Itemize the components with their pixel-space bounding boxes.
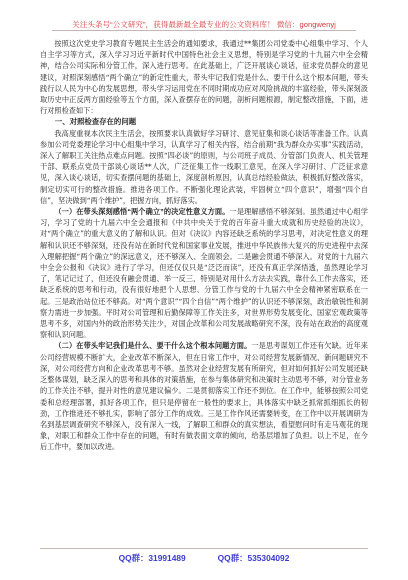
header-banner-text: 关注头条号“公文研究”，获得最新最全最专业的公文资料库！ 微信：gongwenyj	[72, 20, 336, 29]
footer-qq-group-1: QQ群：31991489	[118, 553, 186, 563]
section-heading: 一、对照检查存在的问题	[54, 117, 137, 127]
intro-paragraph: 按照这次党史学习教育专题民主生活会的通知要求，我通过**集团公司党委中心组集中学习、个人自主学习等方式，深入学习习近平新时代中国特色社会主义思想，特别是学习党的十九届六中全会精神，结合公司实际和分管工作，深入进行思考。在此基础上，广泛开展谈心谈话，征求党员群众的意见建议，对照深刻感悟“两个确立”的新定性重大，带头牢记我们党是什么、要干什么这个根本问题，带头践行以人民为中心的发展思想，带头学习运用党在不同时期成功应对风险挑战的丰富经验，带头深刻汲取历史中正反两方面经验等五个方面，深入查摆存在的问题，剖析问题根源，制定整改措施，下面，进行对照检查如下：	[40, 39, 368, 116]
subsection-2-paragraph	[40, 340, 368, 452]
section-intro-paragraph: 我高度重视本次民主生活会，按照要求认真做好学习研讨、意见征集和谈心谈话等准备工作。认真参加公司党委理论学习中心组集中学习，认真学习了相关内容，结合前期“我为群众办实事”实践活动，深入了解职工关注热点难点问题。按照“四必谈”的原则，与公司班子成员、分管部门负责人、机关管理干部、联系点党员干部谈心谈话**人次，广泛征集工作一线职工意见，在深入学习研讨、广泛征求意见，深入谈心谈话，切实查摆问题的基础上，深度剖析原因，认真总结经验做法，积极抓好整改落实，制定切实可行的整改措施。推进各项工作。不断强化理论武装，牢固树立“四个意识”，增强“四个自信”，坚决做到“两个维护”，把握方向，抓好落实。	[40, 128, 368, 205]
subsection-2-heading: （二）在带头牢记我们是什么、要干什么这个根本问题方面。	[54, 341, 252, 351]
subsection-2-body: 一是思考谋划工作还有欠缺。近年来公司经营规模不断扩大，企业改革不断深入，但在日常工作中，对公司经营发展新情况、新问题研究不深，对公司经营方向和企业改革思考不够。虽然对企业经营发展有所研究，但对如何抓好公司发展还缺乏整体谋划，缺乏深入的思考和具体的对策措施，在参与集体研究和决策时主动思考不够，对分管业务的工作关注不够，提升对性的意见建议偏少。二是贯彻落实工作还不到位。在工作中，能够按照公司党委和总经理部署，抓好各项工作，但只是停留在一般性的要求上，具体落实中缺乏抓常抓细抓长的韧劲，工作推进还不够扎实，影响了部分工作的成效。三是工作作风还需要转变，在工作中以开展调研为名到基层调查研究不够深入，没有深入一线，了解职工和群众的真实想法，看望慰问时有走马观花的现象，对职工和群众工作中存在的问题，有时有做表面文章的倾向，给基层增加了负担。以上不足，在今后工作中，要加以改进。	[40, 341, 368, 452]
page-footer	[40, 548, 368, 567]
subsection-1-paragraph	[40, 206, 368, 340]
page-header	[52, 12, 356, 31]
footer-qq-group-2: QQ群：535304092	[217, 553, 290, 563]
document-body	[40, 38, 368, 453]
subsection-1-heading: （一）在带头深刻感悟“两个确立”的决定性意义方面。	[54, 207, 230, 217]
subsection-1-body: 一是理解感悟不够深刻。虽然通过中心组学习，学习了党的十九届六中全会通报和《中共中央关于党的百年奋斗重大成就和历史经验的决议》，对“两个确立”的重大意义的了解和认识。但对《决议》内容还缺乏系统的学习思考，对决定性意义的理解和认识还不够深刻，还没有站在新时代党和国家事业发展，推进中华民族伟大复兴的历史进程中去深入理解把握“两个确立”的深远意义，还不够深入、全面领会。二是融会贯通不够深入。对党的十九届六中全会公报和《决议》进行了学习，但还仅仅只是“泛泛而读”，还没有真正学深悟透，虽然理论学习了，笔记记过了，但还没有融会贯通、举一反三，特别是对用什么方法去实践，靠什么工作去落实，还缺乏系统的思考和行动，没有很好地把个人思想、分管工作与党的十九届六中全会精神紧密联系在一起。三是政治站位还不够高。对“两个意识”“四个自信”“两个维护”的认识还不够深刻，政治敏锐性和洞察力需进一步加强。平时对公司管理和后勤保障等工作关注多，对世界形势发展变化、国家宏观政策等思考不多，对国内外的政治形势关注少，对国企改革和公司发展战略研究不深，没有站在政治的高度观察和认识问题。	[40, 207, 368, 340]
